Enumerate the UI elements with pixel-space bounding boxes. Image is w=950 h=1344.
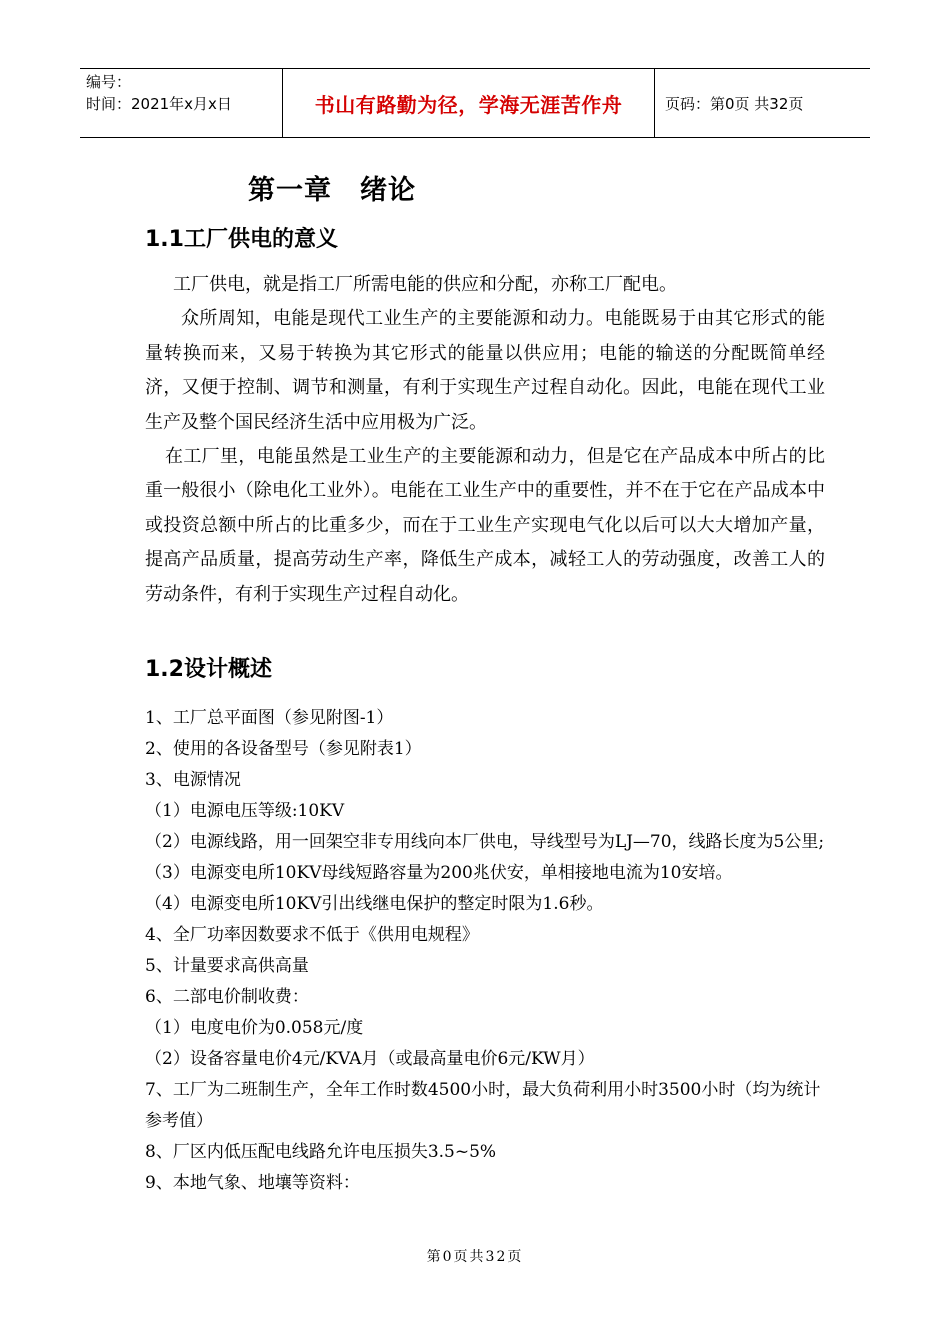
list-item: 3、电源情况	[145, 770, 241, 790]
paragraph: 工厂供电，就是指工厂所需电能的供应和分配，亦称工厂配电。	[173, 274, 677, 295]
list-item: （1）电源电压等级:10KV	[145, 801, 345, 821]
list-item: （1）电度电价为0.058元/度	[145, 1018, 364, 1038]
list-item: （2）设备容量电价4元/KVA月（或最高量电价6元/KW月）	[145, 1049, 595, 1069]
list-item: 5、计量要求高供高量	[145, 956, 309, 976]
serial-label: 编号：	[86, 73, 132, 91]
page-header	[80, 68, 870, 138]
list-item: 7、工厂为二班制生产，全年工作时数4500小时，最大负荷利用小时3500小时（均为统计参考值）	[145, 1080, 821, 1131]
page-label: 页码：第0页 共32页	[665, 94, 804, 113]
motto-text: 书山有路勤为径，学海无涯苦作舟	[314, 92, 623, 117]
list-item: 1、工厂总平面图（参见附图-1）	[145, 708, 394, 728]
page-footer: 第0页共32页	[426, 1249, 524, 1265]
list-item: （2）电源线路，用一回架空非专用线向本厂供电，导线型号为LJ—70，线路长度为5公里;	[145, 832, 825, 852]
paragraph: 在工厂里，电能虽然是工业生产的主要能源和动力，但是它在产品成本中所占的比重一般很小（除电化工业外）。电能在工业生产中的重要性，并不在于它在产品成本中或投资总额中所占的比重多少，而在于工业生产实现电气化以后可以大大增加产量，提高产品质量，提高劳动生产率，降低生产成本，减轻工人的劳动强度，改善工人的劳动条件，有利于实现生产过程自动化。	[145, 446, 825, 605]
list-item: 4、全厂功率因数要求不低于《供用电规程》	[145, 925, 479, 945]
header-meta	[80, 69, 282, 137]
header-motto-cell	[282, 69, 655, 137]
list-item: （3）电源变电所10KV母线短路容量为200兆伏安，单相接地电流为10安培。	[145, 863, 733, 883]
section-1-1-body	[145, 268, 825, 612]
date-label: 时间：2021年x月x日	[86, 95, 232, 113]
list-item: 2、使用的各设备型号（参见附表1）	[145, 739, 422, 759]
list-item: 6、二部电价制收费：	[145, 987, 309, 1007]
list-item: 8、厂区内低压配电线路允许电压损失3.5~5%	[145, 1142, 497, 1162]
paragraph: 众所周知，电能是现代工业生产的主要能源和动力。电能既易于由其它形式的能量转换而来，又易于转换为其它形式的能量以供应用；电能的输送的分配既简单经济，又便于控制、调节和测量，有利于实现生产过程自动化。因此，电能在现代工业生产及整个国民经济生活中应用极为广泛。	[145, 308, 825, 433]
header-page-cell	[655, 69, 870, 137]
chapter-title: 第一章 绪论	[248, 175, 416, 206]
design-overview-list	[145, 703, 825, 1199]
list-item: 9、本地气象、地壤等资料：	[145, 1173, 360, 1193]
section-title-1-2: 1.2设计概述	[145, 657, 272, 682]
section-title-1-1: 1.1工厂供电的意义	[145, 227, 338, 252]
list-item: （4）电源变电所10KV引出线继电保护的整定时限为1.6秒。	[145, 894, 604, 914]
